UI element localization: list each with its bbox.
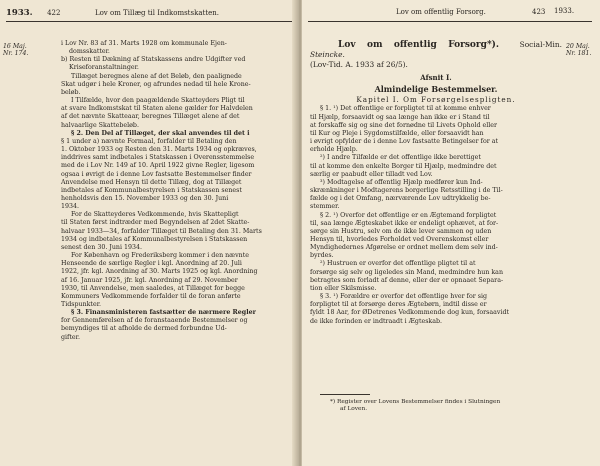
text-line: skrænkninger i Modtagerens borgerlige Retsstilling i de Til- (310, 187, 503, 195)
right-margin-note (566, 43, 591, 58)
left-header-year: 1933. (6, 8, 33, 18)
margin-note-number: Nr. 181. (566, 50, 592, 58)
right-header-year: 1933. (554, 7, 575, 15)
text-line: Tidspunkter. (61, 301, 102, 308)
text-line: sørge sin Hustru, selv om de ikke lever sammen og uden (310, 227, 492, 235)
text-line: ogsaa i øvrigt de i denne Lov fastsatte Bestemmelser finder (61, 170, 252, 178)
text-line: 1934 og indbetales af Kommunalbestyrelsen i Statskassen (61, 235, 248, 243)
text-line: betragtes som forladt af denne, eller der er opnaaet Separa- (310, 276, 504, 284)
text-line: særlig er paabudt eller tilladt ved Lov. (310, 170, 433, 178)
text-line: b) Resten til Dækning af Statskassens andre Udgifter ved (61, 56, 246, 64)
text-line: § 1 under a) nævnte Formaal, forfalder til Betaling den (61, 137, 237, 145)
right-page (302, 0, 600, 466)
text-line: 1. Oktober 1933 og Resten den 31. Marts 1934 og opkræves, (61, 146, 257, 154)
text-line: de ikke forinden er indtraadt i Ægteskab. (310, 317, 443, 325)
text-line: henholdsvis den 15. November 1933 og den 30. Juni (61, 194, 229, 202)
right-header-page-number: 423 (532, 8, 546, 16)
text-line: § 1. ¹) Det offentlige er forpligtet til at komme enhver (320, 105, 491, 113)
text-line: for Gennemførelsen af de foranstaaende Bestemmelser og (61, 317, 248, 325)
text-line: Tillæget beregnes alene af det Beløb, den paalignede (71, 72, 242, 80)
text-line: erholde Hjælp. (310, 146, 358, 154)
text-line: senest den 30. Juni 1934. (61, 243, 143, 251)
text-line: til Staten først indtræder med Begyndelsen af 2det Skatte- (61, 219, 250, 227)
text-line: i Lov Nr. 83 af 31. Marts 1928 om kommunale Ejen- (61, 40, 227, 47)
margin-note-date: 16 Maj. (3, 43, 27, 50)
section-heading: Almindelige Bestemmelser. (374, 84, 498, 95)
law-title-ministry: Social-Min. (519, 40, 562, 49)
text-line: ³) Modtagelse af offentlig Hjælp medfører kun Ind- (320, 178, 483, 186)
law-title-source: (Lov-Tid. A. 1933 af 26/5). (310, 60, 408, 69)
text-line: fælde og i det Omfang, nærværende Lov udtrykkelig be- (310, 195, 491, 203)
left-header-page-number: 422 (47, 9, 61, 17)
text-line: halvaar 1933—34, forfalder Tillæget til Betaling den 31. Marts (61, 227, 262, 235)
right-header-rule (308, 21, 592, 22)
text-line: stemmer. (310, 203, 340, 211)
text-line: at forskaffe sig og sine det fornødne til Livets Ophold eller (310, 121, 498, 129)
margin-note-date: 20 Maj. (566, 43, 590, 50)
text-line: forpligtet til at forsørge deres Ægtebørn, indtil disse er (310, 301, 487, 309)
text-line: 1922, jfr. kgl. Anordning af 30. Marts 1925 og kgl. Anordning (61, 268, 258, 276)
paragraph-2-line: § 2. Den Del af Tillæget, der skal anvendes til det i (71, 129, 250, 137)
text-line: af 16. Januar 1925, jfr. kgl. Anordning af 29. November (61, 276, 238, 284)
text-line: I Tilfælde, hvor den paagældende Skatteyders Pligt til (71, 97, 245, 105)
text-line: Henseende de særlige Regler i kgl. Anordning af 20. Juli (61, 260, 242, 268)
right-header-running-title: Lov om offentlig Forsorg. (396, 8, 486, 16)
footnote-rule (320, 394, 370, 395)
text-line: til Kur og Pleje i Sygdomstilfælde, eller forsaavidt han (310, 129, 484, 137)
text-line: gifter. (61, 333, 80, 341)
text-line: Skat udgør i hele Kroner, og afrundes nedad til hele Krone- (61, 80, 251, 88)
text-line: at svare Indkomstskat til Staten alene gælder for Halvdelen (61, 105, 253, 113)
law-title: Lov om offentlig Forsorg*). (338, 40, 500, 50)
text-line: inddrives samt indbetales i Statskassen i Overensstemmelse (61, 154, 255, 162)
chapter-heading: Kapitel I. Om Forsørgelsespligten. (356, 95, 516, 105)
text-line: Hensyn til, hvorledes Forholdet ved Overenskomst eller (310, 235, 489, 243)
footnote (330, 399, 560, 413)
afsnit-label: Afsnit I. (420, 73, 452, 82)
right-body-text (310, 40, 562, 326)
text-line: til, saa længe Ægteskabet ikke er endeligt ophævet, at for- (310, 219, 499, 227)
text-line: For de Skatteyderes Vedkommende, hvis Skattepligt (71, 211, 239, 219)
text-line: Anvendelse med Hensyn til dette Tillæg, dog at Tillæget (61, 178, 242, 186)
text-line: byrdes. (310, 252, 334, 260)
paragraph-3-line: § 3. Finansministeren fastsætter de nærmere Regler (71, 309, 256, 317)
text-line: bemyndiges til at afholde de dermed forbundne Ud- (61, 325, 227, 333)
left-header-rule (6, 21, 292, 22)
left-body-text (61, 40, 279, 342)
text-line: Kommuners Vedkommende forfalder til de foran anførte (61, 292, 241, 300)
text-line: med de i Lov Nr. 149 af 10. April 1922 givne Regler, ligesom (61, 162, 255, 170)
text-line: i øvrigt opfylder de i denne Lov fastsatte Betingelser for at (310, 138, 499, 146)
text-line: halvaarlige Skattebeløb. (61, 121, 139, 129)
text-line: indbetales af Kommunalbestyrelsen i Statskassen senest (61, 186, 242, 194)
text-line: Kriseforanstaltninger. (69, 64, 139, 72)
law-title-minister: Steincke. (310, 50, 345, 59)
text-line: forsørge sig selv og ligeledes sin Mand, medmindre hun kan (310, 268, 503, 276)
text-line: ²) I andre Tilfælde er det offentlige ikke berettiget (320, 154, 481, 162)
left-margin-note (3, 43, 28, 58)
text-line: til Hjælp, forsaavidt og saa længe han ikke er i Stand til (310, 113, 490, 121)
text-line: § 3. ¹) Forældre er overfor det offentlige hver for sig (320, 293, 488, 301)
margin-note-number: Nr. 174. (3, 50, 29, 58)
text-line: fyldt 18 Aar, for ØDetrenes Vedkommende dog kun, forsaavidt (310, 309, 510, 317)
text-line: § 2. ¹) Overfor det offentlige er en Ægtemand forpligtet (320, 211, 497, 219)
text-line: domsskatter. (69, 48, 110, 56)
left-header-running-title: Lov om Tillæg til Indkomstskatten. (94, 9, 220, 17)
left-header (6, 8, 219, 18)
text-line: ²) Hustruen er overfor det offentlige pligtet til at (320, 260, 476, 268)
footnote-line: *) Register over Lovens Bestemmelser findes i Slutningen (330, 399, 501, 405)
text-line: Myndighedernes Afgørelse er ordnet mellem dem selv ind- (310, 244, 498, 252)
footnote-line: af Loven. (340, 406, 368, 412)
text-line: 1934. (61, 203, 80, 211)
text-line: af det nævnte Skatteaar, beregnes Tillæget alene af det (61, 113, 240, 121)
text-line: beløb. (61, 88, 81, 96)
left-page (0, 0, 298, 466)
text-line: til at komme den enkelte Borger til Hjælp, medmindre det (310, 162, 497, 170)
text-line: For København og Frederiksberg kommer i den nævnte (71, 252, 249, 260)
law-title-line (310, 40, 562, 60)
text-line: tion eller Skilsmisse. (310, 284, 377, 292)
text-line: 1930, til Anvendelse, men saaledes, at Tillæget for begge (61, 284, 245, 292)
